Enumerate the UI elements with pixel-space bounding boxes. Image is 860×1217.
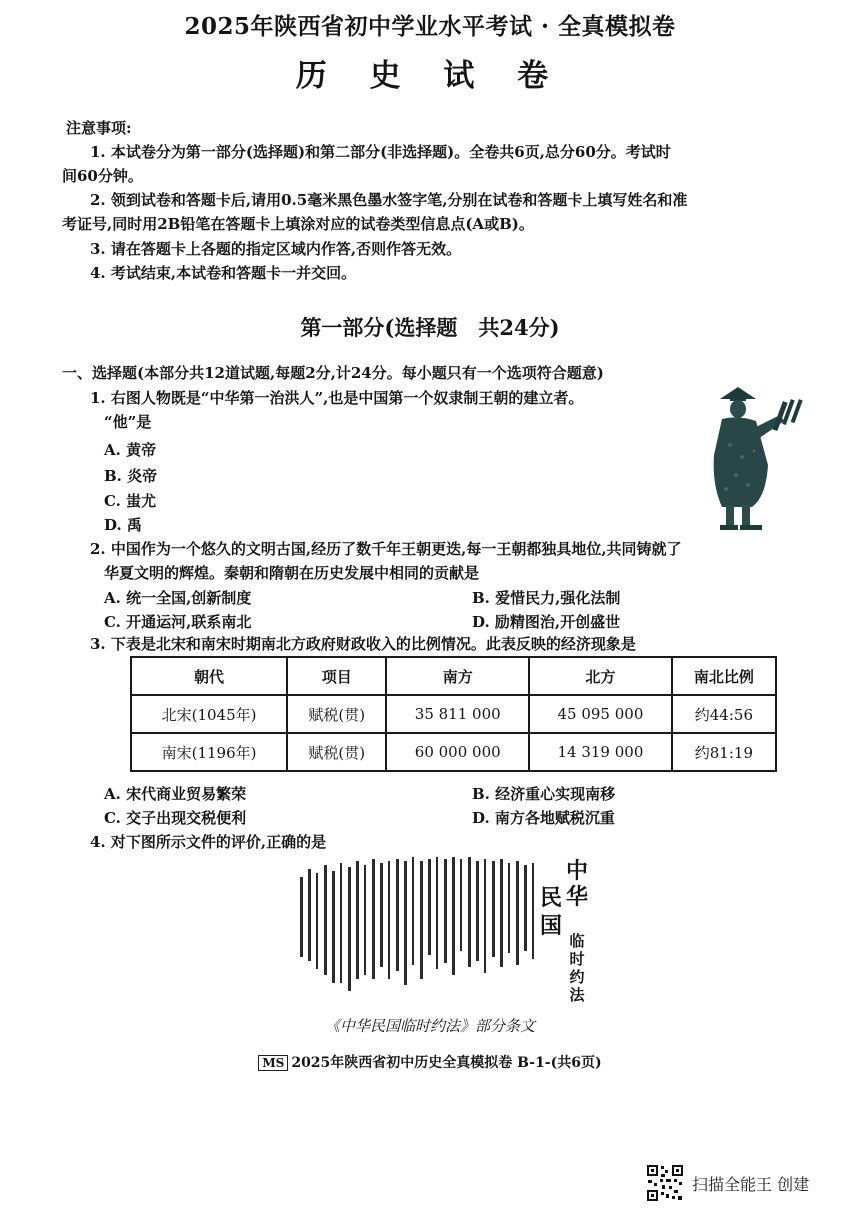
table-cell: 赋税(贯) — [287, 733, 386, 771]
scanner-label: 扫描全能王 创建 — [692, 1174, 810, 1194]
q3-option-d: D. 南方各地赋税沉重 — [472, 809, 615, 827]
subject-title: 历 史 试 卷 — [295, 58, 565, 94]
note-line-3: 3. 请在答题卡上各题的指定区域内作答,否则作答无效。 — [90, 240, 462, 258]
footer-text: 2025年陕西省初中历史全真模拟卷 B-1-(共6页) — [291, 1055, 602, 1071]
exam-title: 2025年陕西省初中学业水平考试 · 全真模拟卷 — [184, 13, 676, 40]
finance-table — [130, 656, 777, 772]
note-line-2-cont: 考证号,同时用2B铅笔在答题卡上填涂对应的试卷类型信息点(A或B)。 — [62, 215, 534, 233]
table-row — [131, 695, 776, 733]
q2-stem-cont: 华夏文明的辉煌。秦朝和隋朝在历史发展中相同的贡献是 — [104, 564, 480, 582]
table-cell: 约44:56 — [672, 695, 776, 733]
q2-option-b: B. 爱惜民力,强化法制 — [472, 589, 621, 607]
table-cell: 赋税(贯) — [287, 695, 386, 733]
q3-option-b: B. 经济重心实现南移 — [472, 785, 616, 803]
table-header: 朝代 — [131, 657, 287, 695]
table-header: 北方 — [529, 657, 672, 695]
note-line-1: 1. 本试卷分为第一部分(选择题)和第二部分(非选择题)。全卷共6页,总分60分。考试时 — [90, 143, 671, 161]
q1-stem: 1. 右图人物既是“中华第一治洪人”,也是中国第一个奴隶制王朝的建立者。 — [90, 389, 584, 407]
q1-option-a: A. 黄帝 — [104, 441, 157, 459]
part1-heading: 第一部分(选择题 共24分) — [300, 315, 560, 340]
table-header: 南北比例 — [672, 657, 776, 695]
ms-mark: MS — [258, 1055, 288, 1071]
table-cell: 60 000 000 — [386, 733, 529, 771]
section-heading: 一、选择题(本部分共12道试题,每题2分,计24分。每小题只有一个选项符合题意) — [62, 364, 604, 382]
q3-stem: 3. 下表是北宋和南宋时期南北方政府财政收入的比例情况。此表反映的经济现象是 — [90, 635, 636, 653]
q2-stem: 2. 中国作为一个悠久的文明古国,经历了数千年王朝更迭,每一王朝都独具地位,共同铸就了 — [90, 540, 682, 558]
table-header: 南方 — [386, 657, 529, 695]
table-cell: 约81:19 — [672, 733, 776, 771]
notes-heading: 注意事项: — [66, 119, 132, 137]
q3-option-c: C. 交子出现交税便利 — [104, 809, 247, 827]
table-cell: 南宋(1196年) — [131, 733, 287, 771]
table-cell: 北宋(1045年) — [131, 695, 287, 733]
note-line-2: 2. 领到试卷和答题卡后,请用0.5毫米黑色墨水签字笔,分别在试卷和答题卡上填写姓名和准 — [90, 191, 688, 209]
q1-option-b: B. 炎帝 — [104, 467, 158, 485]
table-row — [131, 733, 776, 771]
scanner-watermark — [646, 1164, 809, 1202]
constitution-title-col-left: 民 国 — [540, 885, 563, 939]
q2-option-d: D. 励精图治,开创盛世 — [472, 613, 621, 631]
table-cell: 45 095 000 — [529, 695, 672, 733]
image-caption: 《中华民国临时约法》部分条文 — [324, 1017, 535, 1035]
table-cell: 14 319 000 — [529, 733, 672, 771]
page-footer — [0, 1052, 860, 1072]
q1-option-d: D. 禹 — [104, 516, 142, 534]
q1-option-c: C. 蚩尤 — [104, 492, 157, 510]
q2-option-c: C. 开通运河,联系南北 — [104, 613, 252, 631]
note-line-1-cont: 间60分钟。 — [62, 167, 143, 185]
table-header-row — [131, 657, 776, 695]
qr-code-icon — [646, 1164, 684, 1202]
q4-stem: 4. 对下图所示文件的评价,正确的是 — [90, 833, 327, 851]
q1-stem-cont: “他”是 — [104, 413, 152, 431]
q2-option-a: A. 统一全国,创新制度 — [104, 589, 252, 607]
note-line-4: 4. 考试结束,本试卷和答题卡一并交回。 — [90, 264, 357, 282]
table-cell: 35 811 000 — [386, 695, 529, 733]
yu-figure-image — [708, 385, 808, 533]
q3-option-a: A. 宋代商业贸易繁荣 — [104, 785, 247, 803]
table-header: 项目 — [287, 657, 386, 695]
constitution-title-col-right: 中 华 临 时 约 法 — [566, 858, 589, 1004]
